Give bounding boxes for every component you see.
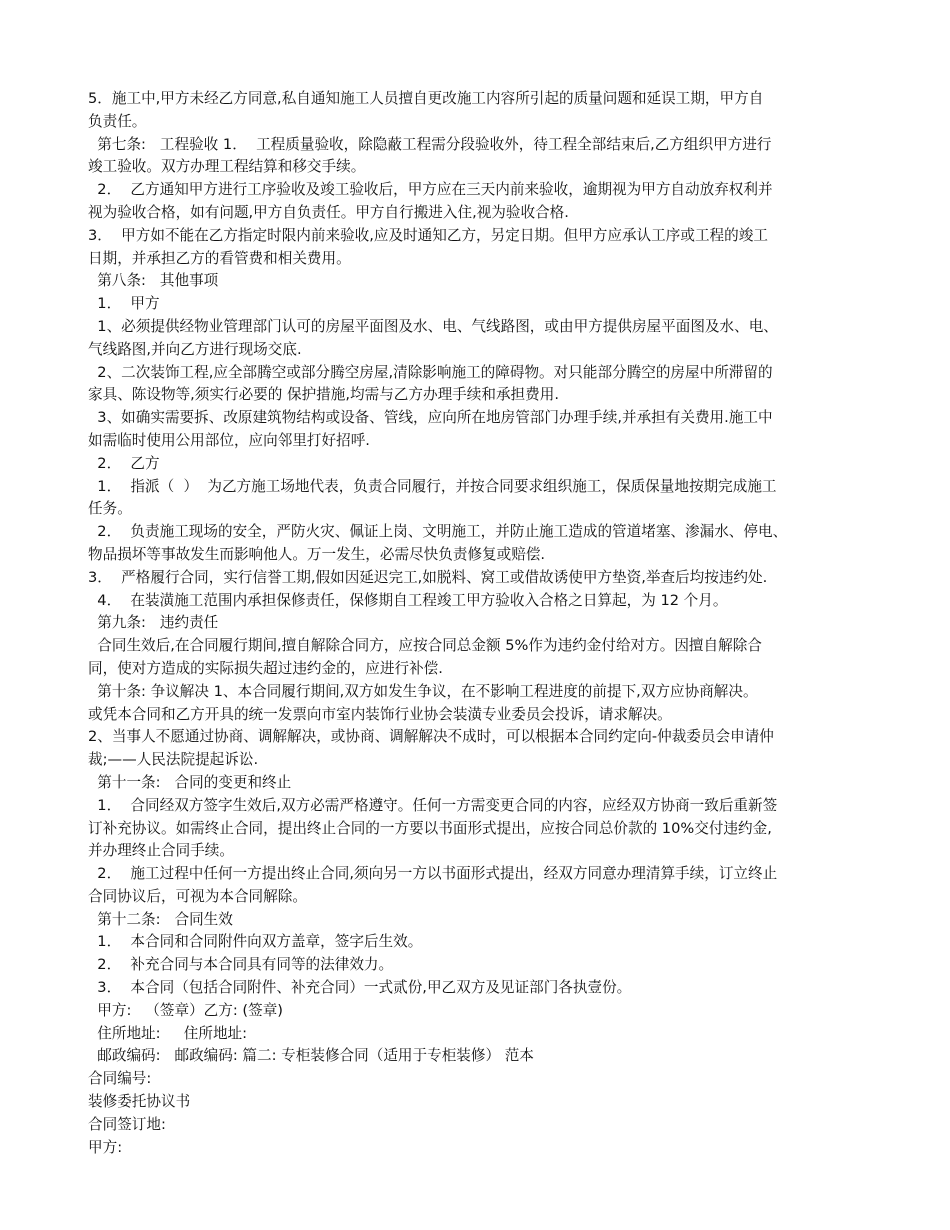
document-line: 任务。 (88, 500, 132, 518)
document-line: 邮政编码: 邮政编码: 篇二: 专柜装修合同（适用于专柜装修） 范本 (88, 1047, 534, 1065)
document-line: 气线路图,并向乙方进行现场交底. (88, 340, 302, 358)
document-line: 2． 乙方 (88, 454, 160, 472)
document-line: 合同编号: (88, 1070, 152, 1088)
document-line: 2、二次装饰工程,应全部腾空或部分腾空房屋,清除影响施工的障碍物。对只能部分腾空的房屋中所滞留的 (88, 363, 773, 381)
document-line: 裁;——人民法院提起诉讼. (88, 751, 259, 769)
document-line: 1． 指派（ ） 为乙方施工场地代表，负责合同履行，并按合同要求组织施工，保质保量地按期完成施工 (88, 477, 777, 495)
document-line: 第十一条: 合同的变更和终止 (88, 773, 292, 791)
document-line: 甲方: (88, 1138, 123, 1156)
document-line: 2、当事人不愿通过协商、调解解决，或协商、调解解决不成时，可以根据本合同约定向-仲裁委员会申请仲 (88, 728, 774, 746)
document-line: 负责任。 (88, 112, 147, 130)
document-line: 第八条: 其他事项 (88, 272, 219, 290)
document-line: 1． 合同经双方签字生效后,双方必需严格遵守。任何一方需变更合同的内容，应经双方协商一致后重新签 (88, 796, 778, 814)
document-line: 第十二条: 合同生效 (88, 910, 233, 928)
document-line: 视为验收合格，如有问题,甲方自负责任。甲方自行搬进入住,视为验收合格. (88, 203, 569, 221)
document-line: 竣工验收。双方办理工程结算和移交手续。 (88, 158, 366, 176)
document-line: 日期，并承担乙方的看管费和相关费用。 (88, 249, 351, 267)
document-line: 2． 补充合同与本合同具有同等的法律效力。 (88, 956, 394, 974)
document-line: 同，使对方造成的实际损失超过违约金的，应进行补偿. (88, 659, 443, 677)
document-line: 订补充协议。如需终止合同，提出终止合同的一方要以书面形式提出，应按合同总价款的 10%交付违约金, (88, 819, 772, 837)
document-line: 装修委托协议书 (88, 1093, 191, 1111)
document-line: 合同生效后,在合同履行期间,擅自解除合同方，应按合同总金额 5%作为违约金付给对方。因擅自解除合 (88, 637, 762, 655)
document-line: 3、如确实需要拆、改原建筑物结构或设备、管线，应向所在地房管部门办理手续,并承担有关费用.施工中 (88, 409, 773, 427)
document-line: 如需临时使用公用部位，应向邻里打好招呼. (88, 431, 370, 449)
document-line: 第七条: 工程验收 1． 工程质量验收，除隐蔽工程需分段验收外，待工程全部结束后,乙方组织甲方进行 (88, 135, 772, 153)
document-line: 2． 乙方通知甲方进行工序验收及竣工验收后，甲方应在三天内前来验收，逾期视为甲方自动放弃权利并 (88, 181, 773, 199)
document-line: 家具、陈设物等,须实行必要的 保护措施,均需与乙方办理手续和承担费用. (88, 386, 559, 404)
document-body (88, 88, 863, 1159)
document-line: 合同签订地: (88, 1115, 166, 1133)
document-line: 1． 甲方 (88, 295, 160, 313)
document-line: 住所地址: 住所地址: (88, 1024, 248, 1042)
document-line: 甲方: （签章）乙方: (签章) (88, 1001, 283, 1019)
document-line: 5．施工中,甲方未经乙方同意,私自通知施工人员擅自更改施工内容所引起的质量问题和延误工期，甲方自 (88, 90, 764, 107)
document-line: 2． 施工过程中任何一方提出终止合同,须向另一方以书面形式提出，经双方同意办理清算手续，订立终止 (88, 865, 778, 883)
document-line: 1、必须提供经物业管理部门认可的房屋平面图及水、电、气线路图，或由甲方提供房屋平面图及水、电、 (88, 317, 778, 335)
document-line: 并办理终止合同手续。 (88, 842, 234, 860)
document-line: 第十条: 争议解决 1、本合同履行期间,双方如发生争议，在不影响工程进度的前提下,双方应协商解决。 (88, 682, 758, 700)
document-line: 4． 在装潢施工范围内承担保修责任，保修期自工程竣工甲方验收入合格之日算起，为 12 个月。 (88, 591, 728, 609)
document-line: 第九条: 违约责任 (88, 614, 219, 632)
document-line: 3． 本合同（包括合同附件、补充合同）一式贰份,甲乙双方及见证部门各执壹份。 (88, 979, 632, 997)
document-line: 物品损坏等事故发生而影响他人。万一发生，必需尽快负责修复或赔偿. (88, 545, 546, 563)
document-line: 1． 本合同和合同附件向双方盖章，签字后生效。 (88, 933, 423, 951)
document-line: 3． 甲方如不能在乙方指定时限内前来验收,应及时通知乙方，另定日期。但甲方应承认工序或工程的竣工 (88, 226, 768, 244)
document-line: 或凭本合同和乙方开具的统一发票向市室内装饰行业协会装潢专业委员会投诉，请求解决。 (88, 705, 672, 723)
document-line: 合同协议后，可视为本合同解除。 (88, 887, 307, 905)
document-line: 3． 严格履行合同，实行信誉工期,假如因延迟完工,如脱料、窝工或借故诱使甲方垫资,举查后均按违约处. (88, 568, 768, 586)
document-line: 2． 负责施工现场的安全，严防火灾、佩证上岗、文明施工，并防止施工造成的管道堵塞、渗漏水、停电、 (88, 523, 788, 541)
